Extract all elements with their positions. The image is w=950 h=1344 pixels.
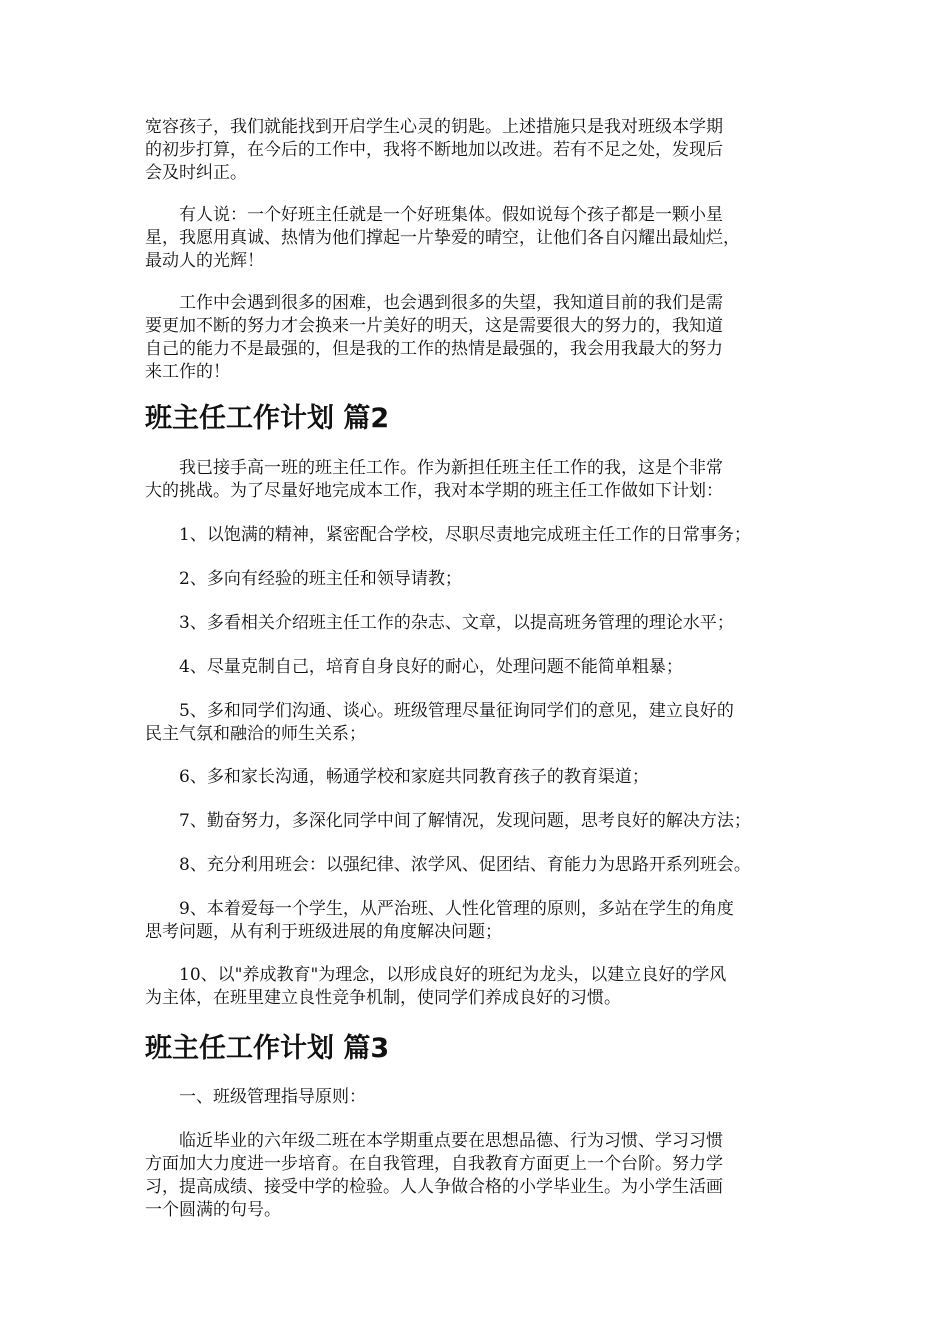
list-item [145, 898, 825, 944]
text-line: 星，我愿用真诚、热情为他们撑起一片挚爱的晴空，让他们各自闪耀出最灿烂， [145, 228, 740, 248]
text-line: 民主气氛和融洽的师生关系； [145, 724, 366, 744]
text-line: 要更加不断的努力才会换来一片美好的明天，这是需要很大的努力的，我知道 [145, 316, 723, 336]
text-line: 4、尽量克制自己，培育自身良好的耐心，处理问题不能简单粗暴； [145, 657, 683, 677]
list-item [145, 964, 825, 1010]
text-line: 2、多向有经验的班主任和领导请教； [145, 569, 462, 589]
text-line: 9、本着爱每一个学生，从严治班、人性化管理的原则，多站在学生的角度 [145, 899, 734, 919]
list-item [145, 854, 825, 877]
text-line: 6、多和家长沟通，畅通学校和家庭共同教育孩子的教育渠道； [145, 767, 649, 787]
list-item [145, 766, 825, 789]
list-item [145, 568, 825, 591]
text-line: 8、充分利用班会：以强纪律、浓学风、促团结、育能力为思路开系列班会。 [145, 855, 751, 875]
list-item [145, 524, 825, 547]
text-line: 自己的能力不是最强的，但是我的工作的热情是最强的，我会用我最大的努力 [145, 339, 723, 359]
list-item [145, 700, 825, 746]
list-item [145, 656, 825, 679]
text-line: 5、多和同学们沟通、谈心。班级管理尽量征询同学们的意见，建立良好的 [145, 701, 734, 721]
text-line: 来工作的！ [145, 362, 230, 382]
paragraph [145, 292, 825, 384]
text-line: 为主体，在班里建立良性竞争机制，使同学们养成良好的习惯。 [145, 988, 621, 1008]
text-line: 习，提高成绩、接受中学的检验。人人争做合格的小学毕业生。为小学生活画 [145, 1177, 723, 1197]
text-line: 1、以饱满的精神，紧密配合学校，尽职尽责地完成班主任工作的日常事务； [145, 525, 751, 545]
text-line: 有人说：一个好班主任就是一个好班集体。假如说每个孩子都是一颗小星 [145, 205, 723, 225]
paragraph [145, 1130, 825, 1222]
text-line: 10、以"养成教育"为理念，以形成良好的班纪为龙头，以建立良好的学风 [145, 965, 727, 985]
text-line: 会及时纠正。 [145, 163, 247, 183]
text-line: 方面加大力度进一步培育。在自我管理，自我教育方面更上一个台阶。努力学 [145, 1154, 723, 1174]
text-line: 7、勤奋努力，多深化同学中间了解情况，发现问题，思考良好的解决方法； [145, 811, 751, 831]
text-line: 我已接手高一班的班主任工作。作为新担任班主任工作的我，这是个非常 [145, 458, 723, 478]
paragraph [145, 116, 825, 185]
text-line: 思考问题，从有利于班级进展的角度解决问题； [145, 922, 502, 942]
subheading [145, 1086, 825, 1109]
list-item [145, 612, 825, 635]
text-line: 临近毕业的六年级二班在本学期重点要在思想品德、行为习惯、学习习惯 [145, 1131, 723, 1151]
text-line: 一、班级管理指导原则： [145, 1087, 366, 1107]
section-heading: 班主任工作计划 篇2 [145, 403, 390, 434]
text-line: 一个圆满的句号。 [145, 1200, 281, 1220]
text-line: 宽容孩子，我们就能找到开启学生心灵的钥匙。上述措施只是我对班级本学期 [145, 117, 723, 137]
section-heading: 班主任工作计划 篇3 [145, 1033, 390, 1064]
text-line: 的初步打算，在今后的工作中，我将不断地加以改进。若有不足之处，发现后 [145, 140, 723, 160]
paragraph [145, 457, 825, 503]
text-line: 3、多看相关介绍班主任工作的杂志、文章，以提高班务管理的理论水平； [145, 613, 734, 633]
list-item [145, 810, 825, 833]
text-line: 最动人的光辉！ [145, 251, 264, 271]
text-line: 工作中会遇到很多的困难，也会遇到很多的失望，我知道目前的我们是需 [145, 293, 723, 313]
text-line: 大的挑战。为了尽量好地完成本工作，我对本学期的班主任工作做如下计划： [145, 481, 723, 501]
paragraph [145, 204, 825, 273]
